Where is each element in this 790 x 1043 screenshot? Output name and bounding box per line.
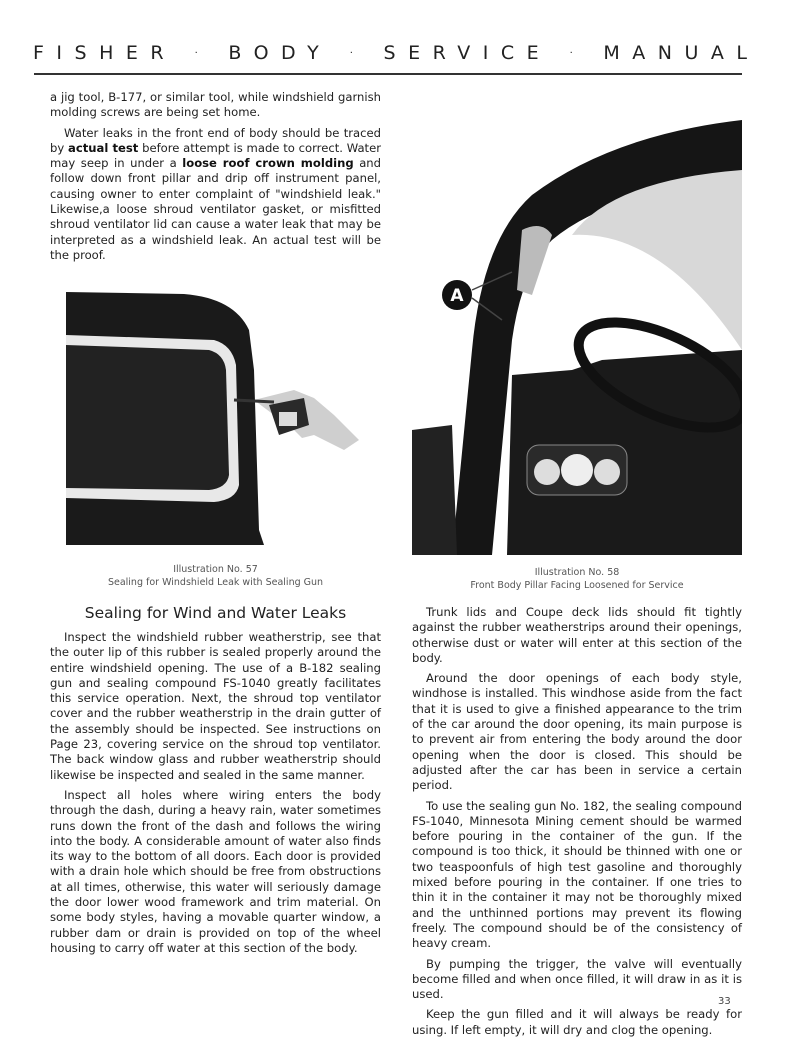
page-number: 33 [718, 996, 731, 1007]
caption-illustration-57 [50, 563, 381, 589]
caption-text: Front Body Pillar Facing Loosened for Service [470, 580, 684, 591]
header-separator: · [349, 48, 365, 59]
caption-text: Sealing for Windshield Leak with Sealing Gun [107, 577, 324, 588]
illustration-57-photo [64, 290, 364, 545]
paragraph: Around the door openings of each body style, windhose is installed. This windhose aside from the fact that it is used to give a finished appearance to the trim of the car around the door opening, its main purpose is to prevent air from entering the body around the door opening when the door is closed. This should be adjusted after the car has been in service a certain period. [412, 671, 742, 793]
right-column-bottom [412, 605, 742, 1043]
illustration-58-photo [412, 120, 742, 555]
paragraph: Inspect the windshield rubber weatherstrip, see that the outer lip of this rubber is sealed properly around the entire windshield opening. The use of a B-182 sealing gun and sealing compound FS-1040 greatly facilitates this service operation. Next, the shroud top ventilator cover and the rubber weatherstrip in the drain gutter of the assembly should be inspected. See instructions on Page 23, covering service on the shroud top ventilator. The back window glass and rubber weatherstrip should likewise be inspected and sealed in the same manner. [50, 630, 381, 782]
header-word: FISHER [33, 42, 177, 64]
paragraph: Keep the gun filled and it will always be ready for using. If left empty, it will dry and clog the opening. [412, 1007, 742, 1037]
caption-number: Illustration No. 57 [173, 564, 258, 575]
paragraph: To use the sealing gun No. 182, the sealing compound FS-1040, Minnesota Mining cement should be warmed before pouring in the container of the gun. If the compound is too thick, it should be thinned with one or two teaspoonfuls of high test gasoline and thoroughly mixed before pouring in the container. If one tries to thin it in the container it may not be thoroughly mixed and the unthinned portions may prevent its flowing freely. The compound should be of the consistency of heavy cream. [412, 798, 742, 951]
header-word: MANUAL [603, 42, 760, 64]
paragraph: By pumping the trigger, the valve will eventually become filled and when once filled, it will draw in as it is used. [412, 956, 742, 1002]
header-separator: · [569, 48, 585, 59]
paragraph: a jig tool, B-177, or similar tool, while windshield garnish molding screws are being set home. [50, 90, 381, 120]
caption-number: Illustration No. 58 [534, 567, 620, 578]
paragraph: Water leaks in the front end of body should be traced by actual test before attempt is made to correct. Water may seep in under a loose roof crown molding and follow down front pillar and drip off instrument panel, causing owner to enter complaint of "windshield leak." Likewise,a loose shroud ventilator gasket, or misfitted shroud ventilator lid can cause a water leak that may be interpreted as a windshield leak. An actual test will be the proof. [50, 125, 382, 262]
paragraph: Trunk lids and Coupe deck lids should fit tightly against the rubber weatherstrips around their openings, otherwise dust or water will enter at this section of the body. [412, 605, 742, 665]
callout-label-a: A [450, 286, 464, 306]
section-heading: Sealing for Wind and Water Leaks [84, 604, 347, 622]
paragraph: Inspect all holes where wiring enters the body through the dash, during a heavy rain, water sometimes runs down the front of the dash and follows the wiring into the body. A considerable amount of water also finds its way to the bottom of all doors. Each door is provided with a drain hole which should be free from obstructions at all times, otherwise, this water will seriously damage the door lower wood framework and trim material. On some body styles, having a movable quarter window, a rubber dam or drain is provided on top of the wheel housing to carry off water at this section of the body. [50, 787, 381, 955]
header-word: SERVICE [383, 42, 552, 64]
header-word: BODY [228, 42, 332, 64]
header-separator: · [194, 48, 210, 59]
caption-illustration-58 [412, 566, 742, 592]
left-column-bottom [50, 630, 381, 961]
bold-term: loose roof crown molding [182, 156, 354, 171]
header-rule [34, 73, 742, 75]
bold-term: actual test [68, 140, 139, 155]
left-column-top [50, 90, 381, 268]
running-header [33, 42, 760, 64]
